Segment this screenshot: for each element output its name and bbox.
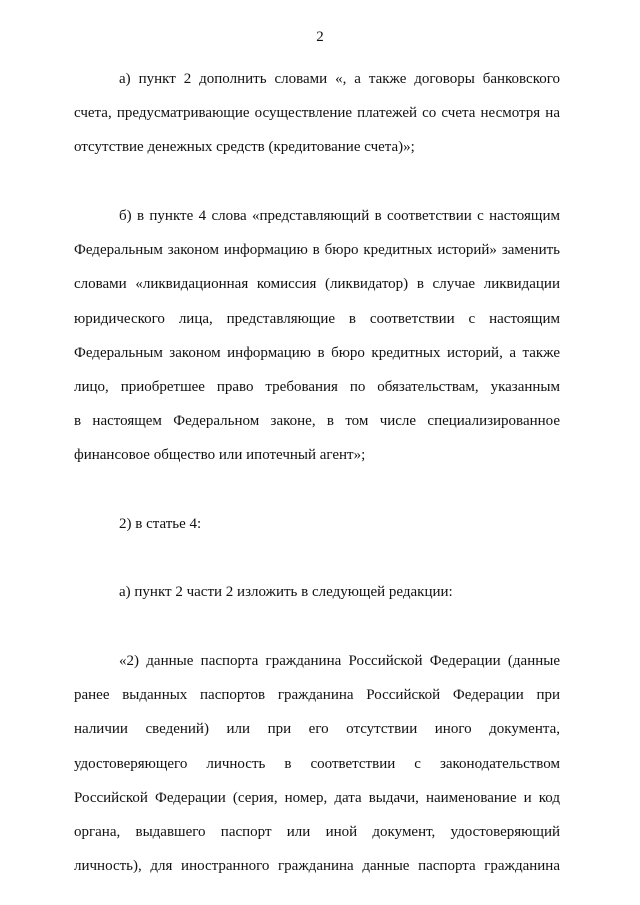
paragraph-amend-item-4 bbox=[74, 199, 560, 473]
paragraph-spacer bbox=[74, 610, 560, 644]
paragraph-spacer bbox=[74, 472, 560, 506]
text-line: 2) в статье 4: bbox=[119, 515, 202, 532]
text-line: б) в пункте 4 слова «представляющий в соответствии с настоящим bbox=[119, 207, 560, 224]
text-line: личность), для иностранного гражданина данные паспорта гражданина bbox=[74, 858, 560, 875]
text-line: а) пункт 2 дополнить словами «, а также договоры банковского bbox=[119, 71, 560, 87]
text-line: наличии сведений) или при его отсутствии иного документа, bbox=[74, 721, 560, 738]
paragraph-amend-part-2 bbox=[74, 575, 560, 609]
text-line: Федеральным законом информацию в бюро кредитных историй» заменить bbox=[74, 242, 560, 259]
text-line: Российской Федерации (серия, номер, дата выдачи, наименование и код bbox=[74, 789, 560, 806]
text-line: удостоверяющего личность в соответствии с законодательством bbox=[74, 755, 560, 772]
text-line: ранее выданных паспортов гражданина Российской Федерации при bbox=[74, 687, 560, 704]
text-line: отсутствие денежных средств (кредитование счета)»; bbox=[74, 139, 415, 156]
text-line: органа, выдавшего паспорт или иной документ, удостоверяющий bbox=[74, 823, 560, 840]
text-line: лицо, приобретшее право требования по обязательствам, указанным bbox=[74, 378, 560, 395]
text-line: счета, предусматривающие осуществление платежей со счета несмотря на bbox=[74, 105, 560, 122]
text-line: юридического лица, представляющие в соответствии с настоящим bbox=[74, 310, 560, 327]
paragraph-spacer bbox=[74, 541, 560, 575]
text-line: словами «ликвидационная комиссия (ликвидатор) в случае ликвидации bbox=[74, 276, 560, 293]
text-line: «2) данные паспорта гражданина Российской Федерации (данные bbox=[119, 653, 560, 669]
text-line: Федеральным законом информацию в бюро кредитных историй, а также bbox=[74, 344, 560, 361]
paragraph-spacer bbox=[74, 165, 560, 199]
document-body bbox=[74, 62, 560, 883]
text-line: в настоящем Федеральном законе, в том числе специализированное bbox=[74, 413, 560, 430]
paragraph-new-wording bbox=[74, 644, 560, 883]
paragraph-article-4 bbox=[74, 507, 560, 541]
text-line: а) пункт 2 части 2 изложить в следующей редакции: bbox=[119, 584, 453, 601]
text-line: финансовое общество или ипотечный агент»; bbox=[74, 447, 366, 464]
page-number: 2 bbox=[316, 29, 324, 45]
paragraph-amend-item-2 bbox=[74, 62, 560, 165]
